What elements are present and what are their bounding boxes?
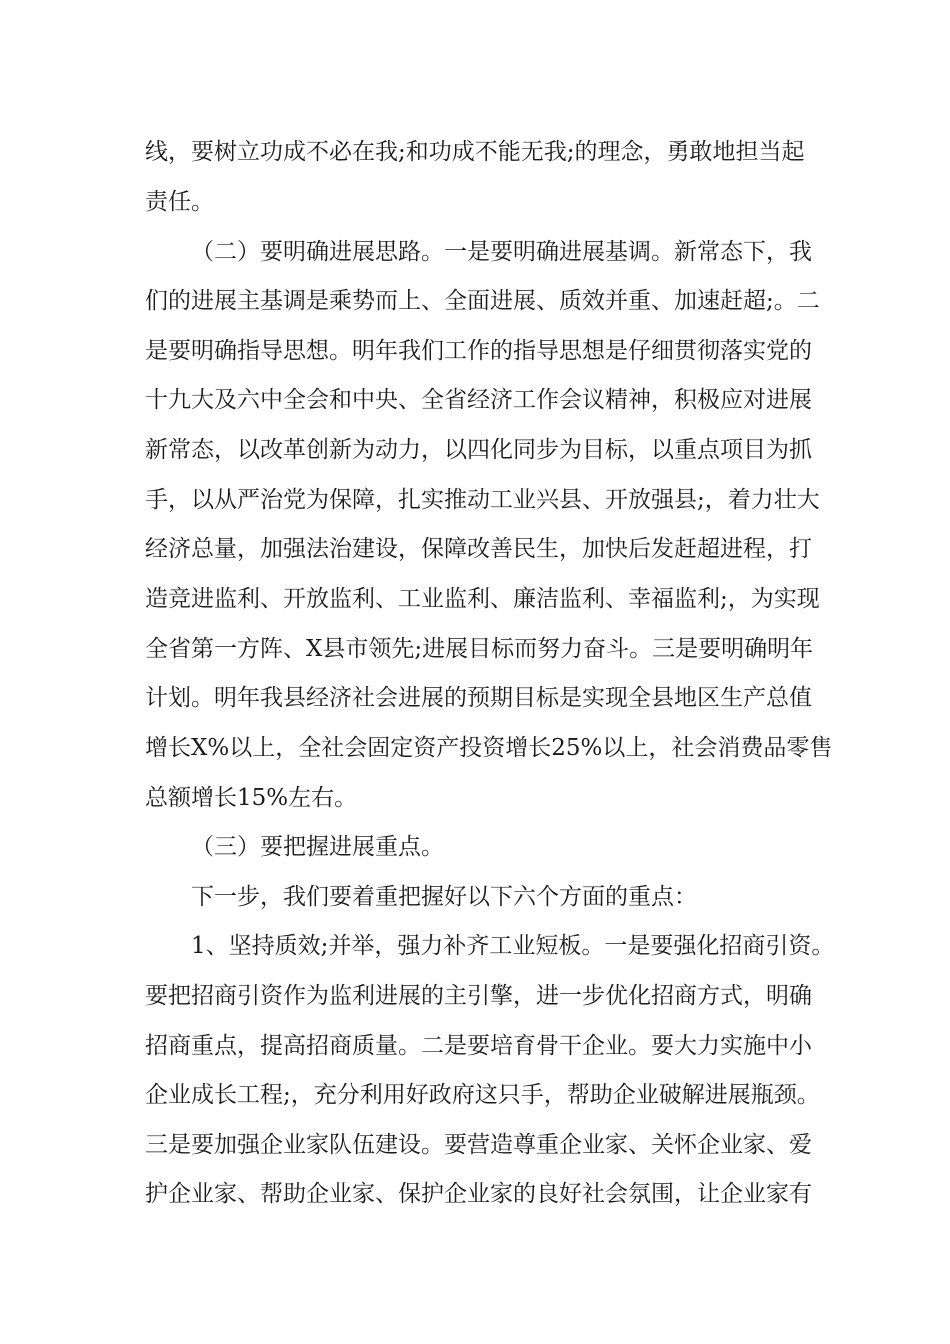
text-line: 三是要加强企业家队伍建设。要营造尊重企业家、关怀企业家、爱 — [145, 1132, 812, 1158]
text-line: 企业成长工程;，充分利用好政府这只手，帮助企业破解进展瓶颈。 — [145, 1082, 820, 1108]
text-line: 十九大及六中全会和中央、全省经济工作会议精神，积极应对进展 — [145, 387, 812, 413]
text-line: （三）要把握进展重点。 — [191, 834, 444, 860]
text-line: 新常态，以改革创新为动力，以四化同步为目标，以重点项目为抓 — [145, 437, 812, 463]
text-line: 护企业家、帮助企业家、保护企业家的良好社会氛围，让企业家有 — [145, 1181, 812, 1207]
text-line: 经济总量，加强法治建设，保障改善民生，加快后发赶超进程，打 — [145, 536, 812, 562]
text-line: 总额增长15%左右。 — [145, 785, 358, 811]
text-line: 手，以从严治党为保障，扎实推动工业兴县、开放强县;，着力壮大 — [145, 487, 820, 513]
text-line: 1、坚持质效;并举，强力补齐工业短板。一是要强化招商引资。 — [191, 933, 835, 959]
text-line: 招商重点，提高招商质量。二是要培育骨干企业。要大力实施中小 — [145, 1033, 812, 1059]
text-line: 要把招商引资作为监利进展的主引擎，进一步优化招商方式，明确 — [145, 983, 812, 1009]
text-line: 造竞进监利、开放监利、工业监利、廉洁监利、幸福监利;，为实现 — [145, 586, 820, 612]
text-line: 是要明确指导思想。明年我们工作的指导思想是仔细贯彻落实党的 — [145, 338, 812, 364]
text-line: 线，要树立功成不必在我;和功成不能无我;的理念，勇敢地担当起 — [145, 139, 805, 165]
text-line: 增长X%以上，全社会固定资产投资增长25%以上，社会消费品零售 — [145, 735, 833, 761]
text-line: 们的进展主基调是乘势而上、全面进展、质效并重、加速赶超;。二 — [145, 288, 820, 314]
text-line: 计划。明年我县经济社会进展的预期目标是实现全县地区生产总值 — [145, 685, 812, 711]
text-line: 责任。 — [145, 189, 214, 215]
text-line: 下一步，我们要着重把握好以下六个方面的重点： — [191, 884, 697, 910]
text-line: 全省第一方阵、X县市领先;进展目标而努力奋斗。三是要明确明年 — [145, 636, 814, 662]
text-line: （二）要明确进展思路。一是要明确进展基调。新常态下，我 — [191, 239, 812, 265]
